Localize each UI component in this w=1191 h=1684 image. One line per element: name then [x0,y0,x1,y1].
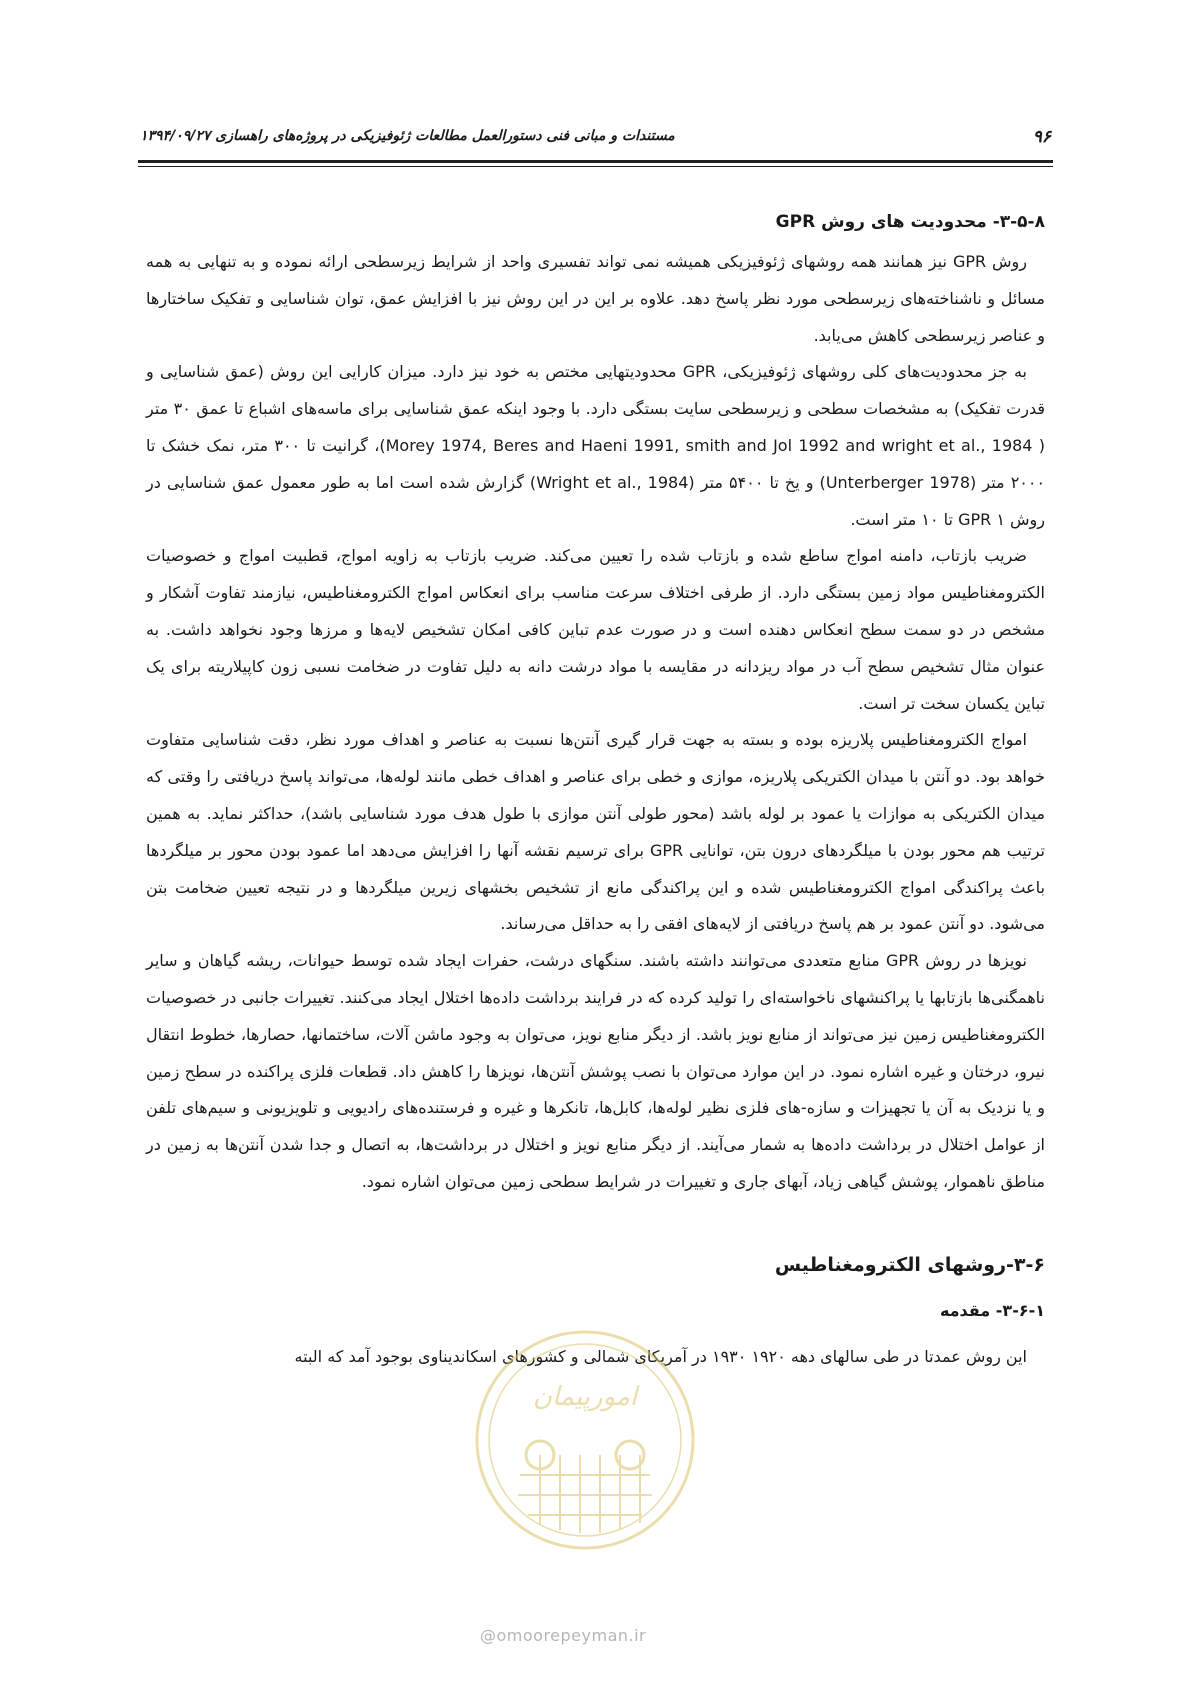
page-body [146,210,1045,1376]
section-heading-gpr-limitations: ۳-۵-۸- محدودیت های روش GPR [775,212,1045,232]
watermark-site: @omoorepeyman.ir [480,1626,647,1645]
running-title: مستندات و مبانی فنی دستورالعمل مطالعات ژئوفیزیکی در پروژه‌های راهسازی ۱۳۹۴/۰۹/۲۷ [140,128,675,144]
page-number: ۹۶ [1032,127,1051,147]
page-header [140,127,1051,151]
header-rule-thin [138,166,1053,167]
paragraph: روش GPR نیز همانند همه روشهای ژئوفیزیکی همیشه نمی تواند تفسیری واحد از شرایط زیرسطحی ارائه نموده و به تنهایی به همه مسائل و ناشناخته‌های زیرسطحی مورد نظر پاسخ دهد. علاوه بر این در این روش نیز با افزایش عمق، توان شناسایی و تفکیک ساختارها و عناصر زیرسطحی کاهش می‌یابد. [146,252,1045,345]
paragraph: این روش عمدتا در طی سالهای دهه ۱۹۲۰ ۱۹۳۰ در آمریکای شمالی و کشورهای اسکاندیناوی بوجود آمد که البته [294,1346,1027,1366]
subsection-heading-intro: ۳-۶-۱- مقدمه [939,1300,1045,1320]
paragraph: نویزها در روش GPR منابع متعددی می‌توانند داشته باشند. سنگهای درشت، حفرات ایجاد شده توسط حیوانات، ریشه گیاهان و سایر ناهمگنی‌ها بازتابها یا پراکنشهای ناخواسته‌ای را تولید کرده که در فرایند برداشت داده‌ها اختلال ایجاد می‌کنند. تغییرات جانبی در خصوصیات الکترومغناطیس زمین نیز می‌تواند از منابع نویز باشد. از دیگر منابع نویز، می‌توان به وجود ماشن آلات، ساختمانها، حصارها، خطوط انتقال نیرو، درختان و غیره اشاره نمود. در این موارد می‌توان با نصب پوشش آنتن‌ها، نویزها را کاهش داد. قطعات فلزی پراکنده در سطح زمین و یا نزدیک به آن یا تجهیزات و سازه-های فلزی نظیر لوله‌ها، کابل‌ها، تانکرها و غیره و فرستنده‌های رادیویی و تلویزیونی و سیم‌های تلفن از عوامل اختلال در برداشت داده‌ها به شمار می‌آیند. از دیگر منابع نویز و اختلال در برداشت‌ها، به اتصال و جدا شدن آنتن‌ها به زمین در مناطق ناهموار، پوشش گیاهی زیاد، آبهای جاری و تغییرات در شرایط سطحی زمین می‌توان اشاره نمود. [146,951,1045,1191]
watermark-logo-text: امورپیمان [532,1382,638,1412]
paragraph: ضریب بازتاب، دامنه امواج ساطع شده و بازتاب شده را تعیین می‌کند. ضریب بازتاب به زاویه امواج، قطبیت امواج و خصوصیات الکترومغناطیس مواد زمین بستگی دارد. از طرفی اختلاف سرعت مناسب برای انعکاس امواج الکترومغناطیس، نیازمند تفاوت آشکار و مشخص در دو سمت سطح انعکاس دهنده است و در صورت عدم تباین کافی امکان تشخیص لایه‌ها و مرزها وجود نخواهد داشت. به عنوان مثال تشخیص سطح آب در مواد ریزدانه در مقایسه با مواد درشت دانه به دلیل تفاوت در ضخامت نسبی زون کاپیلاریته برای یک تباین یکسان سخت تر است. [146,546,1045,713]
header-rule-thick [138,160,1053,163]
paragraph: امواج الکترومغناطیس پلاریزه بوده و بسته به جهت قرار گیری آنتن‌ها نسبت به عناصر و اهداف مورد نظر، دقت شناسایی متفاوت خواهد بود. دو آنتن با میدان الکتریکی پلاریزه، موازی و خطی برای عناصر و اهداف خطی مانند لوله‌ها، می‌تواند پاسخ دریافتی را وقتی که میدان الکتریکی به موازات یا عمود بر لوله باشد (محور طولی آنتن موازی با طول هدف مورد شناسایی باشد)، حداکثر نماید. به همین ترتیب هم محور بودن با میلگردهای درون بتن، توانایی GPR برای ترسیم نقشه آنها را افزایش می‌دهد اما عمود بودن محور بر میلگردها باعث پراکندگی امواج الکترومغناطیس شده و این پراکندگی مانع از تشخیص بخشهای زیرین میلگردها و در نتیجه تعیین ضخامت بتن می‌شود. دو آنتن عمود بر هم پاسخ دریافتی از لایه‌های افقی را به حداقل می‌رساند. [146,730,1045,934]
section-heading-electromagnetic: ۳-۶-روشهای الکترومغناطیس [774,1253,1045,1276]
paragraph: به جز محدودیت‌های کلی روشهای ژئوفیزیکی، GPR محدودیتهایی مختص به خود نیز دارد. میزان کارایی این روش (عمق شناسایی و قدرت تفکیک) به مشخصات سطحی و زیرسطحی سایت بستگی دارد. با وجود اینکه عمق شناسایی برای ماسه‌های اشباع تا عمق ۳۰ متر ( Morey 1974, Beres and Haeni 1991, smith and Jol 1992 and wright et al., 1984)، گرانیت تا ۳۰۰ متر، نمک خشک تا ۲۰۰۰ متر (Unterberger 1978) و یخ تا ۵۴۰۰ متر (Wright et al., 1984) گزارش شده است اما به طور معمول عمق شناسایی در روش GPR ۱ تا ۱۰ متر است. [146,362,1046,529]
watermark-logo [470,1325,700,1555]
